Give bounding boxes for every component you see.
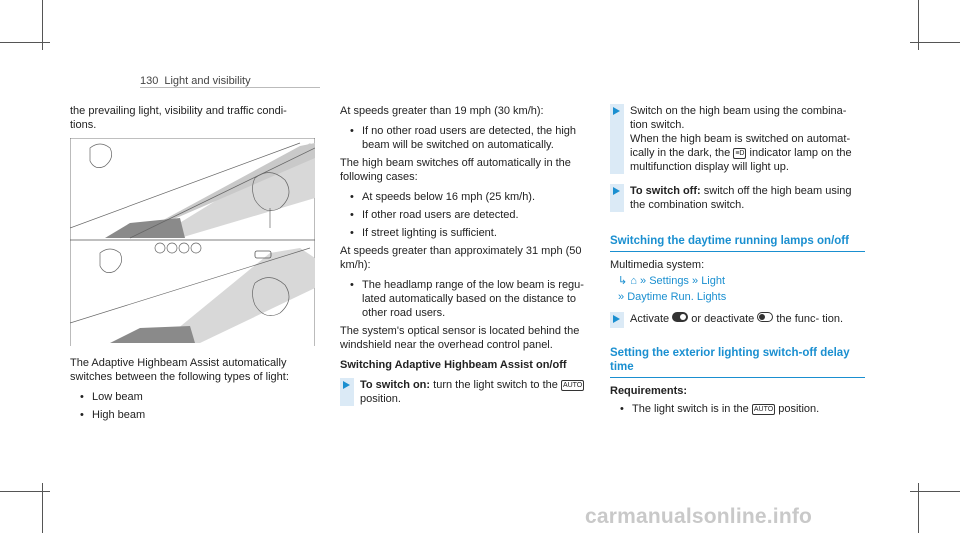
list-item: • If no other road users are detected, the high beam will be switched on automatically. xyxy=(350,125,577,151)
menu-path-2: » Daytime Run. Lights xyxy=(618,291,727,303)
list-item: • At speeds below 16 mph (25 km/h). xyxy=(350,191,536,203)
chevron-right-icon: » xyxy=(618,291,625,303)
return-arrow-icon: ↳ xyxy=(618,275,628,287)
low-beam-scene xyxy=(70,243,315,343)
step-arrow-icon xyxy=(343,381,350,389)
multimedia-label: Multimedia system: xyxy=(610,259,705,271)
paragraph: At speeds greater than 19 mph (30 km/h): xyxy=(340,105,544,117)
list-item: • High beam xyxy=(80,409,146,421)
page-number: 130 xyxy=(140,75,159,87)
paragraph: The high beam switches off automatically in the following cases: xyxy=(340,157,571,183)
watermark: carmanualsonline.info xyxy=(585,505,813,528)
crop-mark xyxy=(910,42,960,43)
toggle-off-icon xyxy=(757,312,773,322)
chevron-right-icon: » xyxy=(640,275,647,287)
intro-text: the prevailing light, visibility and traffic condi- tions. xyxy=(70,105,287,131)
column-1 xyxy=(70,104,315,138)
list-item: • The headlamp range of the low beam is regu- lated automatically based on the distance to other road users. xyxy=(350,279,584,319)
crop-mark xyxy=(910,491,960,492)
page-header xyxy=(140,75,251,87)
highbeam-illustration xyxy=(70,138,315,346)
crop-mark xyxy=(0,42,50,43)
crop-mark xyxy=(0,491,50,492)
section-heading: Switching Adaptive Highbeam Assist on/off xyxy=(340,359,567,371)
high-beam-scene xyxy=(70,143,315,238)
step-arrow-icon xyxy=(613,315,620,323)
column-1-lower xyxy=(70,356,315,426)
list-item: • If other road users are detected. xyxy=(350,209,519,221)
menu-path: ↳ ⌂ » Settings » Light xyxy=(618,275,726,287)
section-heading-delay: Setting the exterior lighting switch-off delay time xyxy=(610,346,865,378)
section-title: Light and visibility xyxy=(164,75,251,87)
step-switch-on-highbeam: Switch on the high beam using the combina- tion switch. When the high beam is switched on automat- ically in the dark, the ≡D indicator lamp on the multifunction display will light up. xyxy=(610,104,865,174)
header-rule xyxy=(140,87,320,88)
figure-caption: The Adaptive Highbeam Assist automatically switches between the following types of light: xyxy=(70,357,289,383)
column-2 xyxy=(340,104,590,414)
auto-switch-icon: AUTO xyxy=(562,382,583,389)
list-item: • If street lighting is sufficient. xyxy=(350,227,497,239)
step-arrow-icon xyxy=(613,187,620,195)
requirements-label: Requirements: xyxy=(610,385,688,397)
list-item: • The light switch is in the AUTO position. xyxy=(620,403,820,415)
step-switch-off: To switch off: switch off the high beam using the combination switch. xyxy=(610,184,865,212)
high-beam-indicator-icon: ≡D xyxy=(735,150,745,157)
home-icon: ⌂ xyxy=(630,275,637,287)
list-item: • Low beam xyxy=(80,391,143,403)
chevron-right-icon: » xyxy=(692,275,699,287)
step-switch-on: To switch on: turn the light switch to the AUTO position. xyxy=(340,378,590,406)
step-arrow-icon xyxy=(613,107,620,115)
section-heading-drl: Switching the daytime running lamps on/off xyxy=(610,234,865,252)
toggle-on-icon xyxy=(672,312,688,322)
paragraph: At speeds greater than approximately 31 mph (50 km/h): xyxy=(340,245,582,271)
paragraph: The system's optical sensor is located behind the windshield near the overhead control panel. xyxy=(340,325,580,351)
auto-switch-icon: AUTO xyxy=(753,406,774,413)
column-3 xyxy=(610,104,865,420)
step-activate: Activate or deactivate the func- tion. xyxy=(610,312,865,326)
